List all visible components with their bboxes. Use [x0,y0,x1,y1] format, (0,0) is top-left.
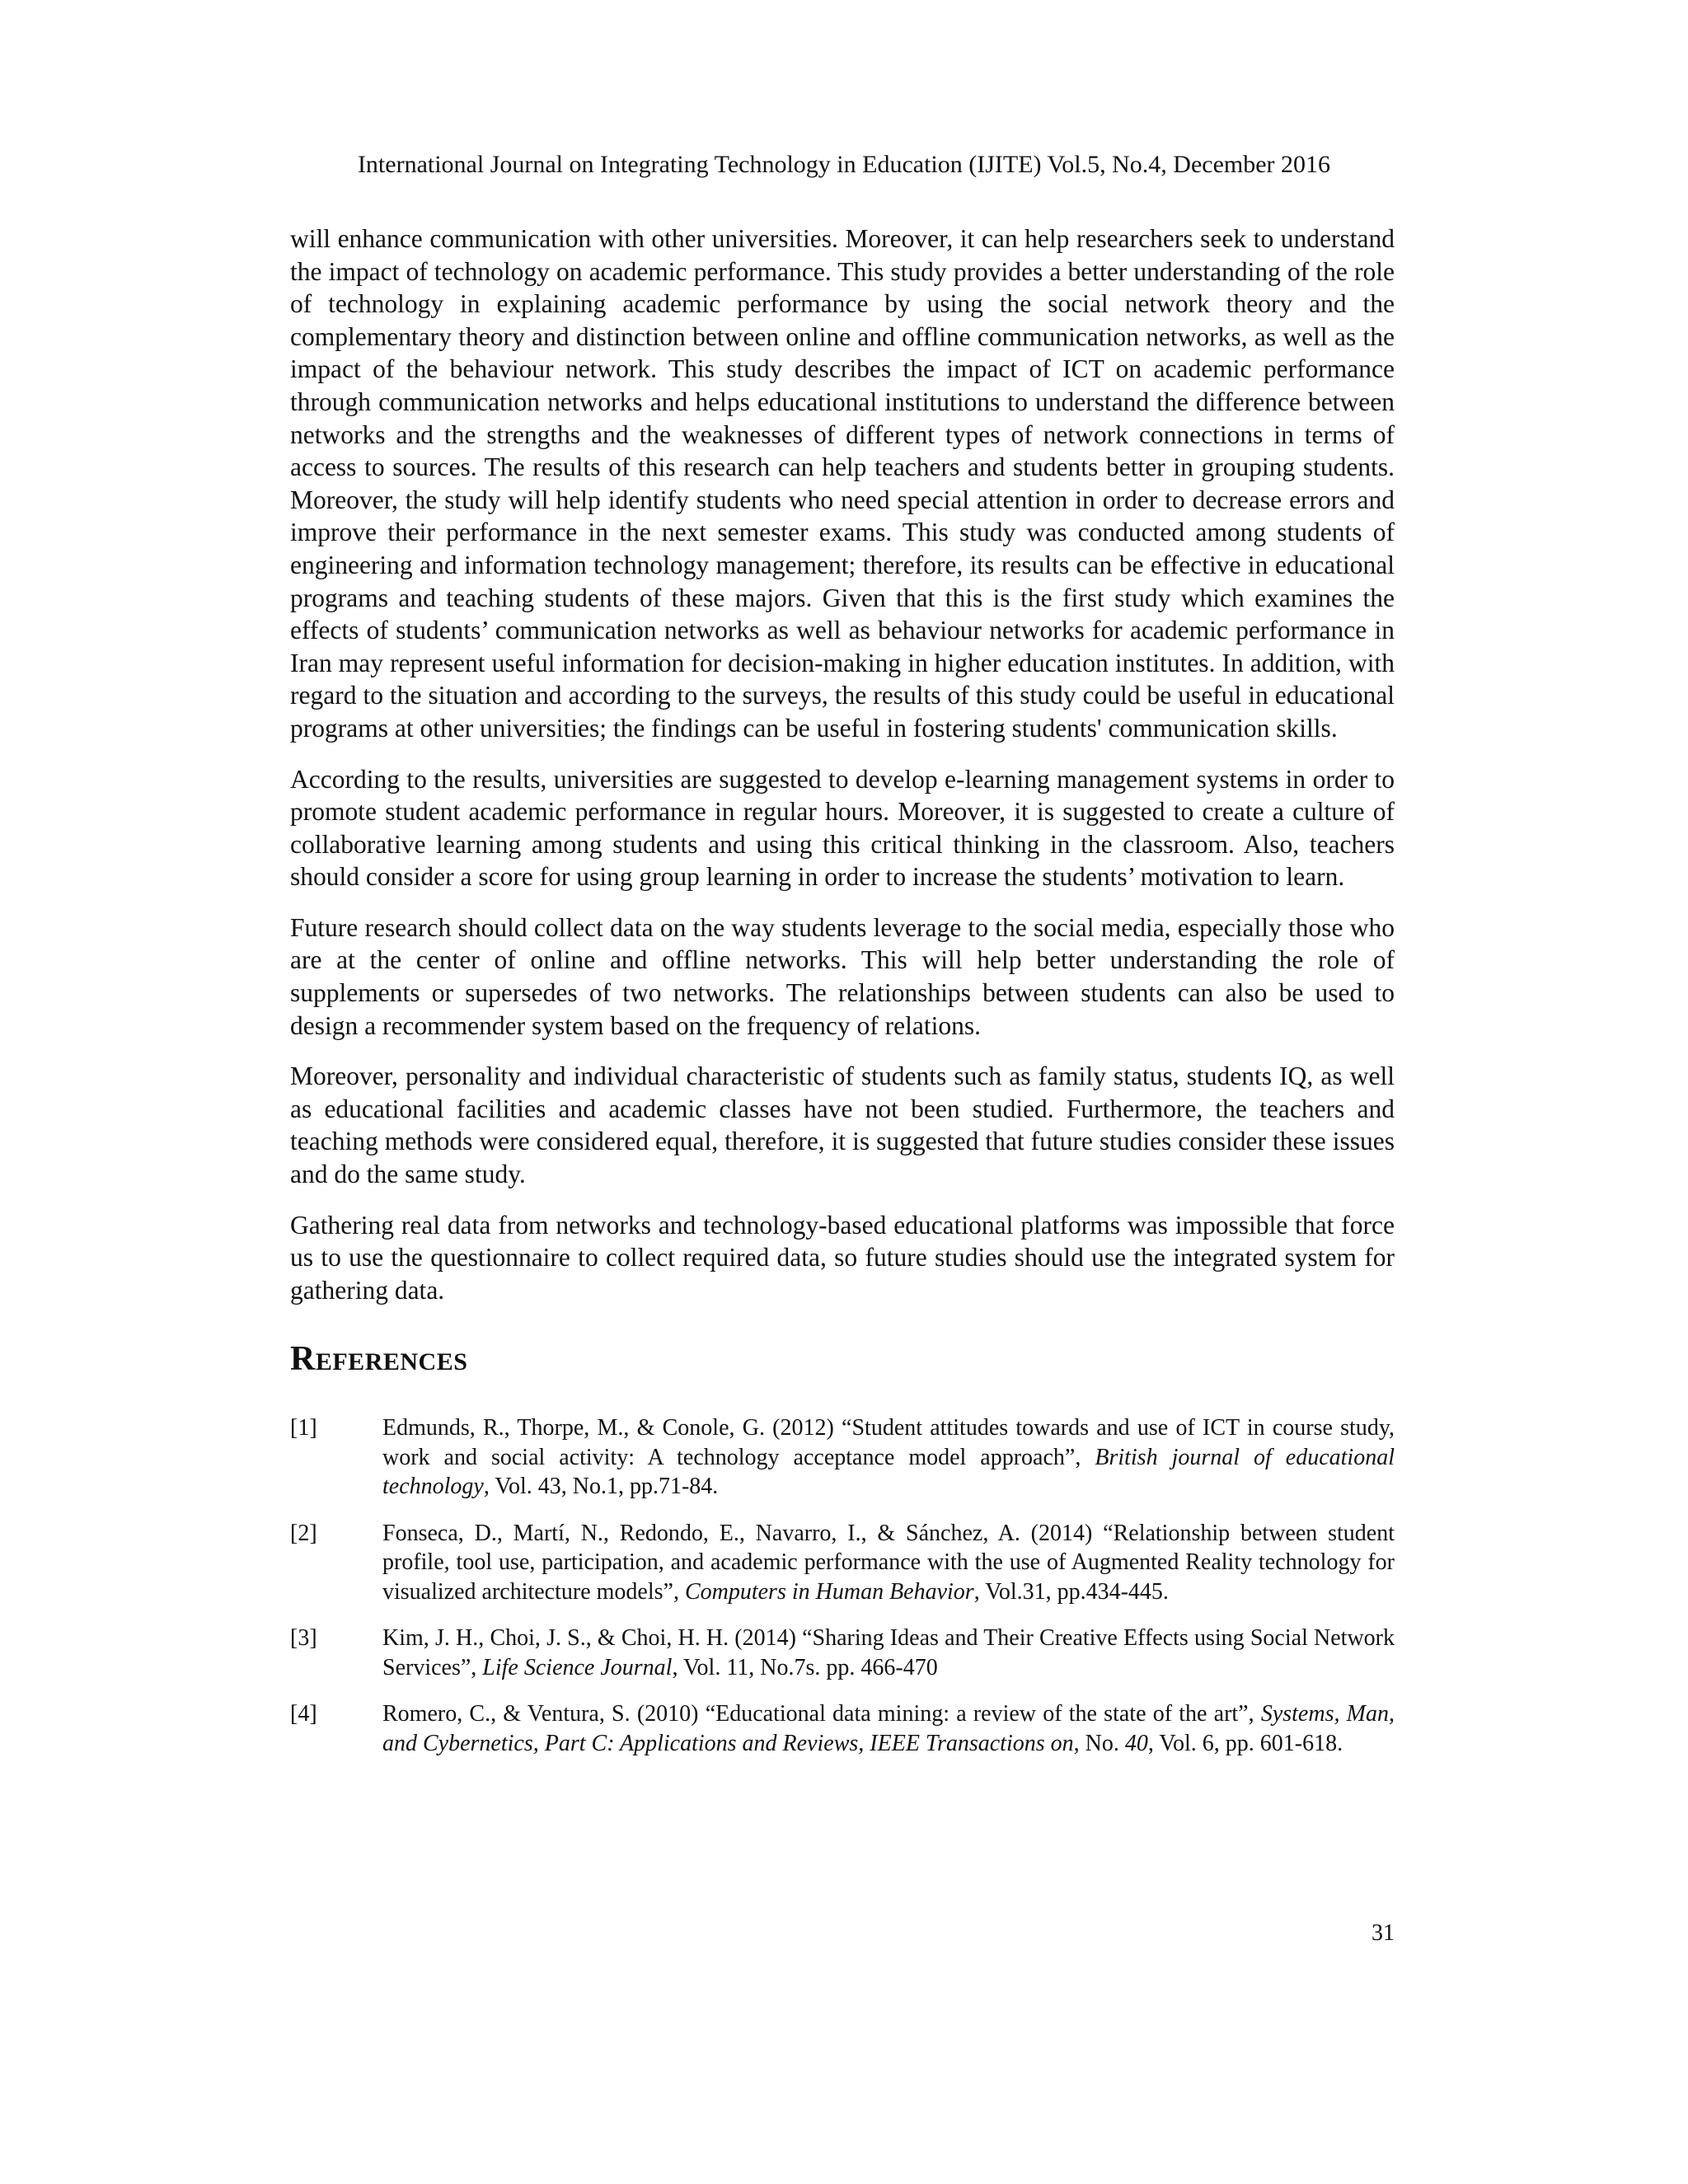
reference-details: , Vol. 6, pp. 601-618. [1147,1730,1343,1756]
reference-journal: Life Science Journal [482,1654,673,1680]
reference-citation: Kim, J. H., Choi, J. S., & Choi, H. H. (2014) “Sharing Ideas and Their Creative Effects using Social Network Services”, [382,1625,1395,1680]
reference-text [382,1624,1395,1682]
body-paragraph-4: Moreover, personality and individual characteristic of students such as family status, students IQ, as well as educational facilities and academic classes have not been studied. Furthermore, the teachers and teaching methods were considered equal, therefore, it is suggested that future studies consider these issues and do the same study. [290,1062,1395,1189]
reference-details: , Vol.31, pp.434-445. [973,1578,1169,1605]
reference-number: [2] [290,1520,317,1546]
reference-number: [3] [290,1625,317,1652]
reference-item [290,1413,1395,1502]
reference-citation: Romero, C., & Ventura, S. (2010) “Educational data mining: a review of the state of the art”, [382,1701,1261,1727]
body-paragraph-1: will enhance communication with other universities. Moreover, it can help researchers seek to understand the impact of technology on academic performance. This study provides a better understanding of the role of technology in explaining academic performance by using the social network theory and the complementary theory and distinction between online and offline communication networks, as well as the impact of the behaviour network. This study describes the impact of ICT on academic performance through communication networks and helps educational institutions to understand the difference between networks and the strengths and the weaknesses of different types of network connections in terms of access to sources. The results of this research can help teachers and students better in grouping students. Moreover, the study will help identify students who need special attention in order to decrease errors and improve their performance in the next semester exams. This study was conducted among students of engineering and information technology management; therefore, its results can be effective in educational programs and teaching students of these majors. Given that this is the first study which examines the effects of students’ communication networks as well as behaviour networks for academic performance in Iran may represent useful information for decision-making in higher education institutes. In addition, with regard to the situation and according to the surveys, the results of this study could be useful in educational programs at other universities; the findings can be useful in fostering students' communication skills. [290,224,1395,743]
reference-journal: Computers in Human Behavior [684,1578,974,1605]
references-heading [290,1341,1395,1380]
reference-details: , Vol. 11, No.7s. pp. 466-470 [672,1654,938,1680]
page-number: 31 [1372,1920,1395,1946]
reference-item [290,1699,1395,1758]
page-content [290,223,1395,1775]
reference-number: [4] [290,1701,317,1727]
reference-issue-number: 40 [1124,1730,1148,1756]
reference-issue-label: , No. [1073,1730,1125,1756]
reference-citation: Fonseca, D., Martí, N., Redondo, E., Navarro, I., & Sánchez, A. (2014) “Relationship between student profile, tool use, participation, and academic performance with the use of Augmented Reality technology for visualized architecture models”, [382,1520,1395,1605]
references-heading-initial: R [290,1340,316,1379]
reference-journal: British journal of educational technology [382,1444,1395,1500]
body-paragraph-5: Gathering real data from networks and technology-based educational platforms was impossible that force us to use the questionnaire to collect required data, so future studies should use the integrated system for gathering data. [290,1210,1395,1305]
running-header: International Journal on Integrating Technology in Education (IJITE) Vol.5, No.4, December 2016 [357,151,1331,178]
reference-text [382,1699,1395,1758]
reference-details: , Vol. 43, No.1, pp.71-84. [483,1474,719,1500]
reference-text [382,1519,1395,1607]
reference-item [290,1519,1395,1607]
reference-citation: Edmunds, R., Thorpe, M., & Conole, G. (2012) “Student attitudes towards and use of ICT in course study, work and social activity: A technology acceptance model approach”, [382,1415,1395,1470]
reference-number: [1] [290,1415,317,1441]
reference-journal: Systems, Man, and Cybernetics, Part C: Applications and Reviews, IEEE Transactions on [382,1701,1395,1756]
reference-item [290,1624,1395,1682]
body-paragraph-3: Future research should collect data on the way students leverage to the social media, especially those who are at the center of online and offline networks. This will help better understanding the role of supplements or supersedes of two networks. The relationships between students can also be used to design a recommender system based on the frequency of relations. [290,912,1395,1040]
references-heading-rest: EFERENCES [315,1348,468,1376]
reference-text [382,1413,1395,1502]
body-paragraph-2: According to the results, universities are suggested to develop e-learning management systems in order to promote student academic performance in regular hours. Moreover, it is suggested to create a culture of collaborative learning among students and using this critical thinking in the classroom. Also, teachers should consider a score for using group learning in order to increase the students’ motivation to learn. [290,764,1395,892]
